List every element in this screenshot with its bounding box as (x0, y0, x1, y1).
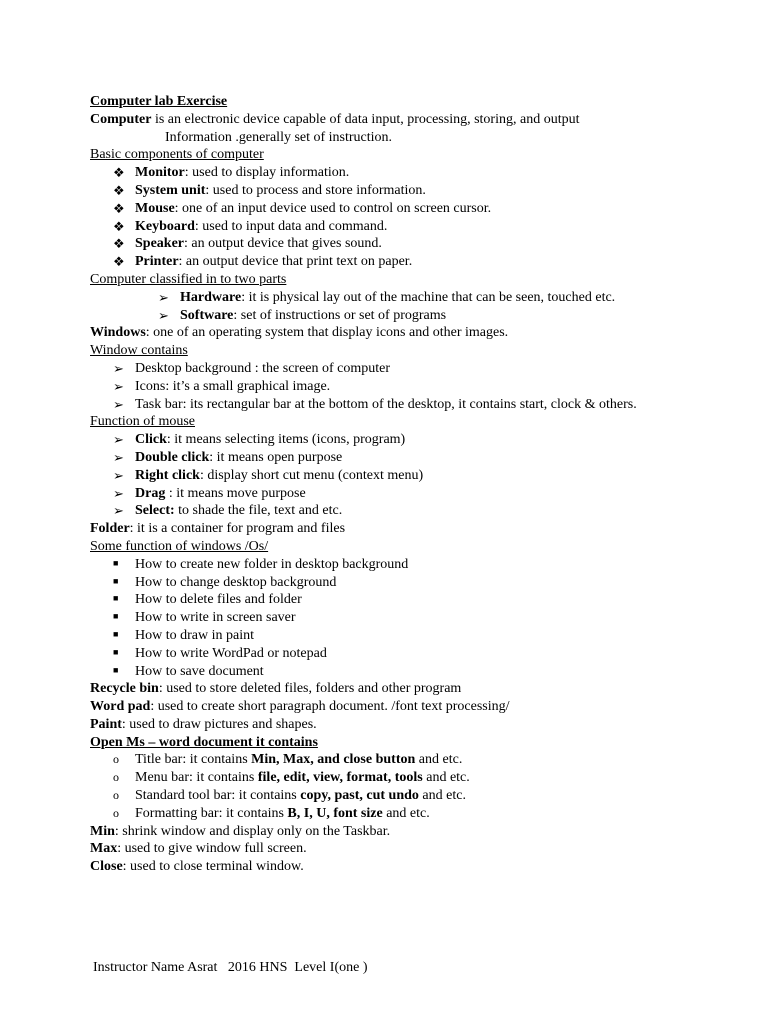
square-bullet-icon: ■ (113, 628, 119, 639)
wordpad-definition: Word pad: used to create short paragraph document. /font text processing/ (90, 699, 510, 715)
list-item: ■ How to write in screen saver (113, 610, 296, 626)
list-item: ■ How to change desktop background (113, 574, 337, 590)
windows-definition: Windows: one of an operating system that display icons and other images. (90, 325, 509, 341)
list-item: ➢ Software: set of instructions or set of programs (158, 307, 447, 323)
list-item: o Formatting bar: it contains B, I, U, font size and etc. (113, 805, 430, 821)
page-footer: Instructor Name Asrat 2016 HNS Level I(one ) (93, 960, 368, 975)
arrow-bullet-icon: ➢ (113, 378, 124, 394)
arrow-bullet-icon: ➢ (113, 432, 124, 448)
windows-functions-heading: Some function of windows /Os/ (90, 538, 269, 554)
close-definition: Close: used to close terminal window. (90, 859, 304, 875)
diamond-bullet-icon: ❖ (113, 182, 125, 198)
list-item: o Title bar: it contains Min, Max, and close button and etc. (113, 752, 463, 768)
recycle-bin-definition: Recycle bin: used to store deleted files, folders and other program (90, 681, 462, 697)
list-item: ❖ Monitor: used to display information. (113, 165, 350, 181)
arrow-bullet-icon: ➢ (158, 289, 169, 305)
circle-bullet-icon: o (113, 805, 119, 820)
circle-bullet-icon: o (113, 770, 119, 785)
list-item: ■ How to delete files and folder (113, 592, 302, 608)
min-definition: Min: shrink window and display only on the Taskbar. (90, 823, 391, 839)
mouse-functions-heading: Function of mouse (90, 414, 195, 430)
list-item: ■ How to draw in paint (113, 627, 254, 643)
document-title: Computer lab Exercise (90, 94, 228, 109)
folder-definition: Folder: it is a container for program and files (90, 521, 346, 537)
list-item: ➢ Task bar: its rectangular bar at the bottom of the desktop, it contains start, clock & others. (113, 396, 637, 412)
diamond-bullet-icon: ❖ (113, 218, 125, 234)
list-item: ■ How to save document (113, 663, 264, 679)
list-item: ■ How to create new folder in desktop background (113, 556, 409, 572)
document-body (90, 93, 730, 876)
list-item: ➢ Select: to shade the file, text and etc. (113, 503, 343, 519)
msword-heading: Open Ms – word document it contains (90, 734, 318, 750)
square-bullet-icon: ■ (113, 646, 119, 657)
computer-definition-cont: Information .generally set of instruction. (165, 129, 393, 145)
arrow-bullet-icon: ➢ (113, 360, 124, 376)
list-item: ❖ Keyboard: used to input data and command. (113, 218, 388, 234)
list-item: ➢ Right click: display short cut menu (context menu) (113, 467, 424, 483)
list-item: ❖ Mouse: one of an input device used to control on screen cursor. (113, 200, 492, 216)
list-item: ➢ Double click: it means open purpose (113, 449, 343, 465)
arrow-bullet-icon: ➢ (158, 307, 169, 323)
max-definition: Max: used to give window full screen. (90, 841, 307, 857)
list-item: ➢ Drag : it means move purpose (113, 485, 306, 501)
classified-heading: Computer classified in to two parts (90, 271, 287, 287)
list-item: ❖ Printer: an output device that print text on paper. (113, 254, 413, 270)
list-item: ■ How to write WordPad or notepad (113, 645, 327, 661)
diamond-bullet-icon: ❖ (113, 200, 125, 216)
square-bullet-icon: ■ (113, 575, 119, 586)
list-item: ❖ System unit: used to process and store information. (113, 182, 426, 198)
square-bullet-icon: ■ (113, 664, 119, 675)
arrow-bullet-icon: ➢ (113, 396, 124, 412)
list-item: ➢ Click: it means selecting items (icons, program) (113, 432, 406, 448)
arrow-bullet-icon: ➢ (113, 449, 124, 465)
arrow-bullet-icon: ➢ (113, 503, 124, 519)
window-contains-heading: Window contains (90, 343, 188, 359)
circle-bullet-icon: o (113, 788, 119, 803)
basic-components-heading: Basic components of computer (90, 147, 264, 163)
paint-definition: Paint: used to draw pictures and shapes. (90, 716, 317, 732)
circle-bullet-icon: o (113, 752, 119, 767)
diamond-bullet-icon: ❖ (113, 236, 125, 252)
list-item: ➢ Desktop background : the screen of computer (113, 360, 391, 376)
list-item: o Menu bar: it contains file, edit, view, format, tools and etc. (113, 770, 470, 786)
arrow-bullet-icon: ➢ (113, 467, 124, 483)
list-item: ❖ Speaker: an output device that gives sound. (113, 236, 382, 252)
list-item: ➢ Hardware: it is physical lay out of the machine that can be seen, touched etc. (158, 289, 616, 305)
square-bullet-icon: ■ (113, 557, 119, 568)
list-item: ➢ Icons: it’s a small graphical image. (113, 378, 331, 394)
arrow-bullet-icon: ➢ (113, 485, 124, 501)
square-bullet-icon: ■ (113, 611, 119, 622)
diamond-bullet-icon: ❖ (113, 165, 125, 181)
square-bullet-icon: ■ (113, 593, 119, 604)
list-item: o Standard tool bar: it contains copy, past, cut undo and etc. (113, 788, 466, 804)
computer-definition: Computer is an electronic device capable of data input, processing, storing, and output (90, 111, 580, 127)
diamond-bullet-icon: ❖ (113, 254, 125, 270)
